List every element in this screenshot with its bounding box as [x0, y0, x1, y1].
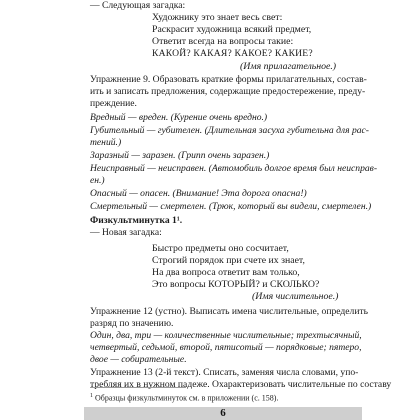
example-line: Вредный — вреден. (Курение очень вредно.)	[90, 112, 268, 123]
answer-line: четвертый, седьмой, второй, пятисотый — порядковые; пятеро,	[90, 342, 362, 353]
exercise-12-line: разряд по значению.	[90, 318, 174, 329]
poem-line: Строгий порядок при счете их знает,	[152, 255, 305, 266]
example-line: Губительный — губителен. (Длительная засуха губительна для рас-	[90, 125, 370, 136]
answer-line: двое — собирательные.	[90, 354, 187, 365]
section-heading: Физкультминутка 1¹.	[90, 215, 183, 226]
exercise-9-line: ить и записать предложения, содержащие предостережение, преду-	[90, 86, 366, 97]
poem-line: Раскрасит художница всякий предмет,	[152, 24, 312, 35]
exercise-12-line: Упражнение 12 (устно). Выписать имена числительные, определить	[90, 306, 369, 317]
poem-line: Ответит всегда на вопросы такие:	[152, 36, 294, 47]
page-number-band	[84, 407, 362, 420]
example-line: тений.)	[90, 137, 122, 148]
exercise-9-line: Упражнение 9. Образовать краткие формы прилагательных, состав-	[90, 74, 367, 85]
riddle-answer: (Имя числительное.)	[252, 291, 339, 302]
example-line: Заразный — заразен. (Грипп очень заразен.)	[90, 150, 270, 161]
example-line: Неисправный — неисправен. (Автомобиль долгое время был неисправ-	[90, 163, 378, 174]
footnote-separator	[90, 387, 186, 388]
poem-line: Это вопросы КОТОРЫЙ? и СКОЛЬКО?	[152, 279, 320, 290]
example-line: Опасный — опасен. (Внимание! Эта дорога опасна!)	[90, 188, 307, 199]
footnote-marker: 1	[90, 393, 93, 399]
exercise-13-line: требляя их в нужном падеже. Охарактеризовать числительные по составу	[90, 379, 392, 390]
exercise-13-line: Упражнение 13 (2-й текст). Списать, заменяя числа словами, упо-	[90, 367, 359, 378]
poem-line: КАКОЙ? КАКАЯ? КАКОЕ? КАКИЕ?	[152, 48, 313, 59]
example-line: Смертельный — смертелен. (Трюк, который вы видели, смертелен.)	[90, 201, 372, 212]
page-number: 6	[220, 407, 226, 419]
poem-line: На два вопроса ответит вам только,	[152, 267, 300, 278]
text-line: — Новая загадка:	[90, 227, 162, 238]
poem-line: Художнику это знает весь свет:	[152, 12, 283, 23]
footnote-text: Образцы физкультминуток см. в приложении (с. 158).	[95, 393, 279, 403]
footnote	[90, 391, 278, 404]
exercise-9-line: преждение.	[90, 98, 137, 109]
example-line: ен.)	[90, 175, 105, 186]
poem-line: Быстро предметы оно сосчитает,	[152, 243, 289, 254]
text-line: — Следующая загадка:	[90, 0, 186, 11]
riddle-answer: (Имя прилагательное.)	[240, 61, 337, 72]
answer-line: Один, два, три — количественные числительные; трехтысячный,	[90, 330, 362, 341]
